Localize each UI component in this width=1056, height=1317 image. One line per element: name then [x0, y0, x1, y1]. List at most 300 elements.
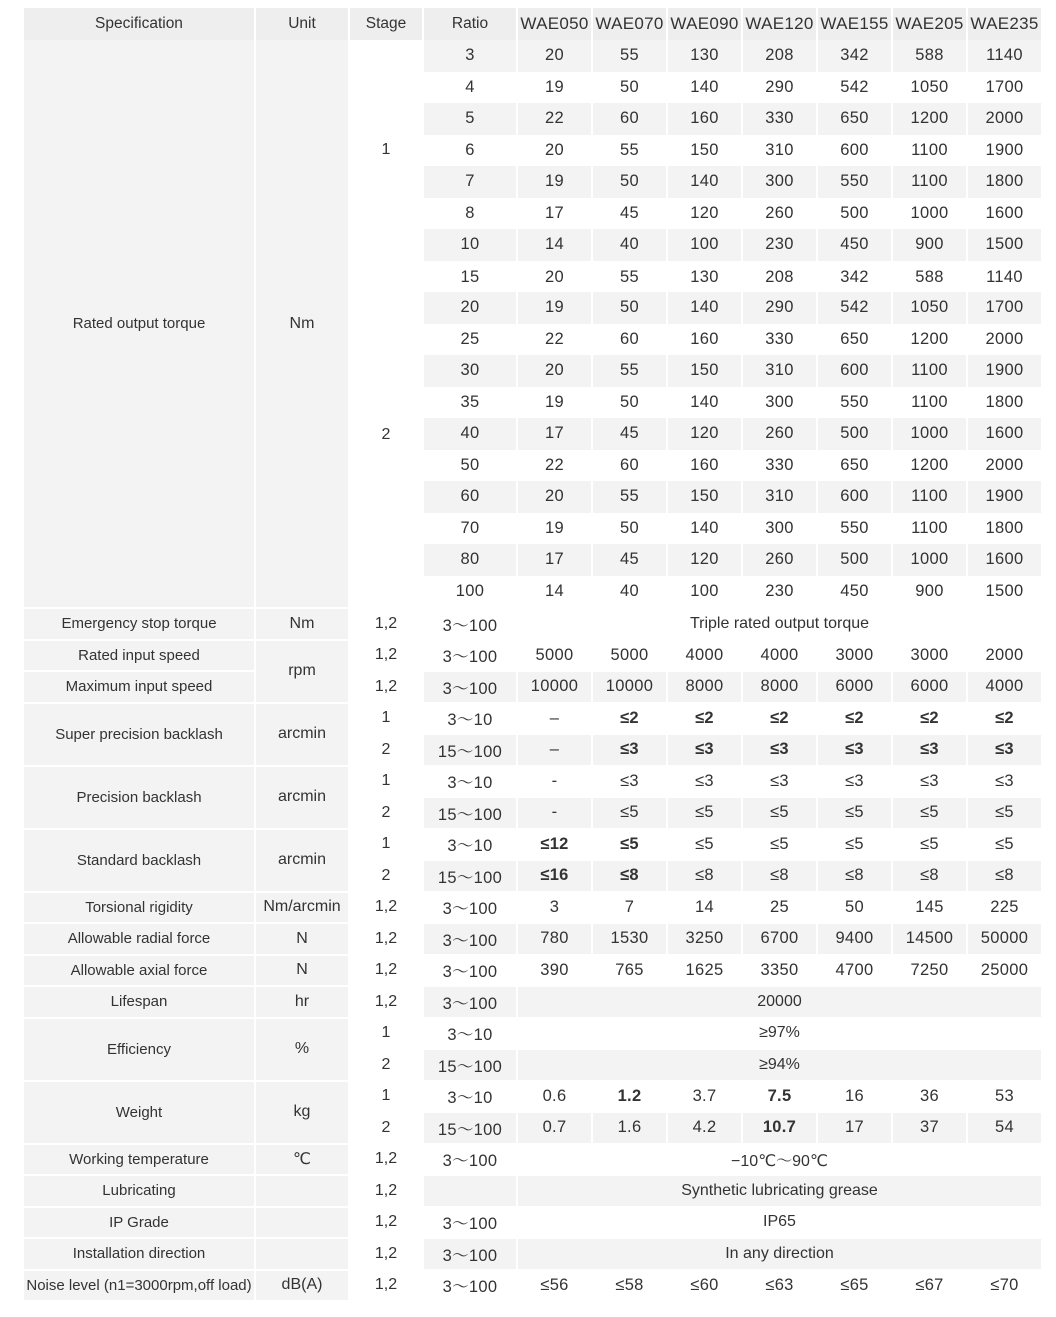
table-row: [24, 1269, 1041, 1301]
merged-value-cell: 20000: [518, 985, 1041, 1017]
stage-cell: 1,2: [350, 1143, 422, 1175]
value-cell: 7250: [893, 954, 966, 986]
value-cell: 1100: [893, 481, 966, 513]
value-cell: ≤5: [668, 796, 741, 828]
value-cell: ≤3: [743, 733, 816, 765]
value-cell: 300: [743, 166, 816, 198]
value-cell: 50: [818, 891, 891, 923]
value-cell: ≤5: [743, 796, 816, 828]
unit-label: rpm: [256, 639, 348, 702]
unit-label: Nm: [256, 40, 348, 607]
value-cell: 500: [818, 544, 891, 576]
stage-cell: 2: [350, 1111, 422, 1143]
ratio-cell: [424, 1174, 516, 1206]
value-cell: ≤3: [593, 765, 666, 797]
ratio-cell: 15～100: [424, 733, 516, 765]
value-cell: ≤2: [968, 702, 1041, 734]
value-cell: 36: [893, 1080, 966, 1112]
value-cell: 230: [743, 576, 816, 608]
value-cell: 0.7: [518, 1111, 591, 1143]
value-cell: 1100: [893, 135, 966, 167]
value-cell: 150: [668, 135, 741, 167]
stage-cell: 1: [350, 702, 422, 734]
ratio-cell: 3～100: [424, 922, 516, 954]
value-cell: 130: [668, 261, 741, 293]
value-cell: 50: [593, 513, 666, 545]
value-cell: 37: [893, 1111, 966, 1143]
spec-label: Rated output torque: [24, 40, 254, 607]
spec-label: Maximum input speed: [24, 670, 254, 702]
value-cell: 14: [518, 229, 591, 261]
stage-cell: 2: [350, 261, 422, 608]
value-cell: 10.7: [743, 1111, 816, 1143]
value-cell: 650: [818, 450, 891, 482]
value-cell: 3.7: [668, 1080, 741, 1112]
value-cell: 330: [743, 450, 816, 482]
value-cell: 650: [818, 324, 891, 356]
spec-label: Standard backlash: [24, 828, 254, 891]
value-cell: 40: [593, 229, 666, 261]
table-row: [24, 765, 1041, 797]
unit-label: %: [256, 1017, 348, 1080]
value-cell: 3: [518, 891, 591, 923]
value-cell: 542: [818, 72, 891, 104]
value-cell: 45: [593, 544, 666, 576]
stage-cell: 2: [350, 796, 422, 828]
value-cell: 650: [818, 103, 891, 135]
unit-label: arcmin: [256, 765, 348, 828]
value-cell: 4000: [743, 639, 816, 671]
value-cell: 55: [593, 135, 666, 167]
stage-cell: 1,2: [350, 670, 422, 702]
value-cell: 310: [743, 355, 816, 387]
value-cell: 7.5: [743, 1080, 816, 1112]
value-cell: 1900: [968, 355, 1041, 387]
value-cell: 1800: [968, 166, 1041, 198]
value-cell: 1100: [893, 166, 966, 198]
value-cell: 140: [668, 387, 741, 419]
value-cell: 1900: [968, 481, 1041, 513]
value-cell: 3000: [818, 639, 891, 671]
value-cell: ≤5: [893, 796, 966, 828]
value-cell: ≤3: [668, 765, 741, 797]
value-cell: 1800: [968, 387, 1041, 419]
unit-label: arcmin: [256, 702, 348, 765]
value-cell: 342: [818, 261, 891, 293]
value-cell: ≤63: [743, 1269, 816, 1301]
stage-cell: 1,2: [350, 1174, 422, 1206]
value-cell: 310: [743, 481, 816, 513]
ratio-cell: 25: [424, 324, 516, 356]
value-cell: 5000: [593, 639, 666, 671]
value-cell: 17: [818, 1111, 891, 1143]
spec-label: Weight: [24, 1080, 254, 1143]
value-cell: 1140: [968, 40, 1041, 72]
value-cell: 3350: [743, 954, 816, 986]
value-cell: 900: [893, 229, 966, 261]
ratio-cell: 3～100: [424, 607, 516, 639]
value-cell: ≤3: [893, 733, 966, 765]
value-cell: 1800: [968, 513, 1041, 545]
stage-cell: 1,2: [350, 639, 422, 671]
value-cell: 20: [518, 481, 591, 513]
value-cell: 50: [593, 166, 666, 198]
stage-cell: 1,2: [350, 1206, 422, 1238]
stage-cell: 1: [350, 1080, 422, 1112]
ratio-cell: 7: [424, 166, 516, 198]
value-cell: 1100: [893, 387, 966, 419]
header-model-wae090: WAE090: [668, 8, 741, 40]
header-model-wae235: WAE235: [968, 8, 1041, 40]
spec-label: Super precision backlash: [24, 702, 254, 765]
value-cell: 50: [593, 387, 666, 419]
value-cell: 19: [518, 72, 591, 104]
value-cell: 900: [893, 576, 966, 608]
value-cell: 19: [518, 166, 591, 198]
spec-label: Rated input speed: [24, 639, 254, 671]
header-ratio: Ratio: [424, 8, 516, 40]
value-cell: 2000: [968, 103, 1041, 135]
table-row: [24, 922, 1041, 954]
value-cell: 450: [818, 576, 891, 608]
value-cell: ≤2: [743, 702, 816, 734]
value-cell: 14500: [893, 922, 966, 954]
value-cell: 2000: [968, 450, 1041, 482]
value-cell: 14: [668, 891, 741, 923]
table-row: [24, 1143, 1041, 1175]
ratio-cell: 15: [424, 261, 516, 293]
value-cell: 542: [818, 292, 891, 324]
header-unit: Unit: [256, 8, 348, 40]
unit-label: ℃: [256, 1143, 348, 1175]
value-cell: –: [518, 702, 591, 734]
value-cell: 6000: [818, 670, 891, 702]
value-cell: 60: [593, 324, 666, 356]
value-cell: 19: [518, 513, 591, 545]
stage-cell: 1,2: [350, 1269, 422, 1301]
unit-label: kg: [256, 1080, 348, 1143]
value-cell: 160: [668, 324, 741, 356]
value-cell: ≤8: [968, 859, 1041, 891]
value-cell: 17: [518, 198, 591, 230]
value-cell: 140: [668, 292, 741, 324]
value-cell: ≤8: [743, 859, 816, 891]
value-cell: ≤5: [668, 828, 741, 860]
value-cell: 9400: [818, 922, 891, 954]
value-cell: 1625: [668, 954, 741, 986]
table-row: [24, 1237, 1041, 1269]
value-cell: ≤2: [668, 702, 741, 734]
ratio-cell: 3～10: [424, 765, 516, 797]
value-cell: 550: [818, 166, 891, 198]
unit-label: [256, 1174, 348, 1206]
spec-label: Allowable axial force: [24, 954, 254, 986]
header-row: [24, 8, 1041, 40]
value-cell: 4700: [818, 954, 891, 986]
spec-label: Emergency stop torque: [24, 607, 254, 639]
value-cell: 40: [593, 576, 666, 608]
value-cell: ≤60: [668, 1269, 741, 1301]
ratio-cell: 15～100: [424, 859, 516, 891]
value-cell: 6000: [893, 670, 966, 702]
value-cell: 765: [593, 954, 666, 986]
value-cell: 1500: [968, 576, 1041, 608]
table-row: [24, 985, 1041, 1017]
value-cell: 8000: [743, 670, 816, 702]
value-cell: ≤3: [593, 733, 666, 765]
value-cell: 1100: [893, 355, 966, 387]
value-cell: ≤2: [593, 702, 666, 734]
table-row: [24, 40, 1041, 72]
value-cell: 55: [593, 261, 666, 293]
table-body: [24, 40, 1041, 1300]
value-cell: 17: [518, 418, 591, 450]
value-cell: 22: [518, 450, 591, 482]
value-cell: 55: [593, 481, 666, 513]
value-cell: 140: [668, 166, 741, 198]
value-cell: 120: [668, 198, 741, 230]
header-model-wae120: WAE120: [743, 8, 816, 40]
merged-value-cell: ≥94%: [518, 1048, 1041, 1080]
unit-label: Nm/arcmin: [256, 891, 348, 923]
value-cell: ≤5: [893, 828, 966, 860]
value-cell: 100: [668, 576, 741, 608]
spec-label: Allowable radial force: [24, 922, 254, 954]
value-cell: ≤3: [968, 765, 1041, 797]
ratio-cell: 3: [424, 40, 516, 72]
value-cell: 19: [518, 387, 591, 419]
ratio-cell: 50: [424, 450, 516, 482]
table-row: [24, 1206, 1041, 1238]
value-cell: 150: [668, 355, 741, 387]
unit-label: hr: [256, 985, 348, 1017]
value-cell: 140: [668, 513, 741, 545]
table-row: [24, 1174, 1041, 1206]
ratio-cell: 3～100: [424, 1269, 516, 1301]
value-cell: 500: [818, 198, 891, 230]
value-cell: 1050: [893, 292, 966, 324]
stage-cell: 1,2: [350, 922, 422, 954]
stage-cell: 1,2: [350, 954, 422, 986]
value-cell: 500: [818, 418, 891, 450]
stage-cell: 2: [350, 859, 422, 891]
ratio-cell: 3～100: [424, 985, 516, 1017]
value-cell: 0.6: [518, 1080, 591, 1112]
value-cell: ≤3: [668, 733, 741, 765]
ratio-cell: 3～10: [424, 1017, 516, 1049]
value-cell: 1.6: [593, 1111, 666, 1143]
value-cell: ≤16: [518, 859, 591, 891]
unit-label: N: [256, 954, 348, 986]
unit-label: [256, 1237, 348, 1269]
spec-label: Working temperature: [24, 1143, 254, 1175]
value-cell: 1200: [893, 103, 966, 135]
value-cell: 260: [743, 544, 816, 576]
header-model-wae205: WAE205: [893, 8, 966, 40]
value-cell: 17: [518, 544, 591, 576]
value-cell: 60: [593, 103, 666, 135]
header-model-wae070: WAE070: [593, 8, 666, 40]
value-cell: 1000: [893, 418, 966, 450]
ratio-cell: 3～100: [424, 1143, 516, 1175]
value-cell: ≤3: [893, 765, 966, 797]
value-cell: 550: [818, 513, 891, 545]
unit-label: dB(A): [256, 1269, 348, 1301]
value-cell: 330: [743, 324, 816, 356]
value-cell: 53: [968, 1080, 1041, 1112]
value-cell: 22: [518, 324, 591, 356]
value-cell: 600: [818, 135, 891, 167]
value-cell: 55: [593, 355, 666, 387]
value-cell: 600: [818, 355, 891, 387]
ratio-cell: 10: [424, 229, 516, 261]
merged-value-cell: Triple rated output torque: [518, 607, 1041, 639]
ratio-cell: 100: [424, 576, 516, 608]
value-cell: 150: [668, 481, 741, 513]
value-cell: 10000: [593, 670, 666, 702]
ratio-cell: 5: [424, 103, 516, 135]
value-cell: ≤8: [593, 859, 666, 891]
spec-label: Lifespan: [24, 985, 254, 1017]
ratio-cell: 3～10: [424, 702, 516, 734]
value-cell: 225: [968, 891, 1041, 923]
value-cell: ≤56: [518, 1269, 591, 1301]
table-row: [24, 1017, 1041, 1049]
ratio-cell: 80: [424, 544, 516, 576]
value-cell: 2000: [968, 324, 1041, 356]
value-cell: 20: [518, 355, 591, 387]
value-cell: 1900: [968, 135, 1041, 167]
value-cell: ≤3: [743, 765, 816, 797]
stage-cell: 1,2: [350, 607, 422, 639]
header-specification: Specification: [24, 8, 254, 40]
merged-value-cell: −10℃～90℃: [518, 1143, 1041, 1175]
value-cell: 600: [818, 481, 891, 513]
ratio-cell: 15～100: [424, 1111, 516, 1143]
value-cell: 60: [593, 450, 666, 482]
table-row: [24, 702, 1041, 734]
value-cell: 260: [743, 198, 816, 230]
value-cell: 1500: [968, 229, 1041, 261]
value-cell: 2000: [968, 639, 1041, 671]
ratio-cell: 35: [424, 387, 516, 419]
stage-cell: 1: [350, 40, 422, 261]
unit-label: [256, 1206, 348, 1238]
value-cell: 55: [593, 40, 666, 72]
ratio-cell: 3～100: [424, 954, 516, 986]
value-cell: 588: [893, 40, 966, 72]
value-cell: ≤3: [818, 733, 891, 765]
value-cell: 300: [743, 387, 816, 419]
spec-label: Installation direction: [24, 1237, 254, 1269]
value-cell: 45: [593, 198, 666, 230]
value-cell: -: [518, 765, 591, 797]
value-cell: 208: [743, 40, 816, 72]
value-cell: 50000: [968, 922, 1041, 954]
value-cell: 8000: [668, 670, 741, 702]
value-cell: 208: [743, 261, 816, 293]
value-cell: 50: [593, 292, 666, 324]
value-cell: 140: [668, 72, 741, 104]
merged-value-cell: In any direction: [518, 1237, 1041, 1269]
value-cell: 25: [743, 891, 816, 923]
value-cell: ≤5: [743, 828, 816, 860]
specification-table: [22, 8, 1043, 1300]
spec-label: IP Grade: [24, 1206, 254, 1238]
header-model-wae155: WAE155: [818, 8, 891, 40]
value-cell: ≤5: [818, 796, 891, 828]
value-cell: 160: [668, 103, 741, 135]
ratio-cell: 15～100: [424, 1048, 516, 1080]
value-cell: 100: [668, 229, 741, 261]
ratio-cell: 3～100: [424, 639, 516, 671]
value-cell: 3250: [668, 922, 741, 954]
table-row: [24, 954, 1041, 986]
value-cell: 300: [743, 513, 816, 545]
stage-cell: 1: [350, 828, 422, 860]
value-cell: ≤3: [818, 765, 891, 797]
value-cell: 1600: [968, 418, 1041, 450]
ratio-cell: 15～100: [424, 796, 516, 828]
ratio-cell: 20: [424, 292, 516, 324]
unit-label: arcmin: [256, 828, 348, 891]
ratio-cell: 8: [424, 198, 516, 230]
value-cell: ≤2: [893, 702, 966, 734]
table-row: [24, 639, 1041, 671]
value-cell: ≤12: [518, 828, 591, 860]
value-cell: ≤58: [593, 1269, 666, 1301]
merged-value-cell: ≥97%: [518, 1017, 1041, 1049]
value-cell: 14: [518, 576, 591, 608]
value-cell: 1600: [968, 198, 1041, 230]
value-cell: 160: [668, 450, 741, 482]
value-cell: 19: [518, 292, 591, 324]
ratio-cell: 3～100: [424, 1237, 516, 1269]
header-model-wae050: WAE050: [518, 8, 591, 40]
value-cell: 120: [668, 418, 741, 450]
value-cell: –: [518, 733, 591, 765]
value-cell: 16: [818, 1080, 891, 1112]
value-cell: ≤5: [968, 828, 1041, 860]
spec-label: Lubricating: [24, 1174, 254, 1206]
spec-label: Precision backlash: [24, 765, 254, 828]
value-cell: 6700: [743, 922, 816, 954]
value-cell: 1530: [593, 922, 666, 954]
value-cell: ≤2: [818, 702, 891, 734]
spec-label: Noise level (n1=3000rpm,off load): [24, 1269, 254, 1301]
ratio-cell: 3～100: [424, 1206, 516, 1238]
value-cell: 4000: [968, 670, 1041, 702]
value-cell: 1000: [893, 198, 966, 230]
value-cell: 5000: [518, 639, 591, 671]
stage-cell: 2: [350, 1048, 422, 1080]
value-cell: 1.2: [593, 1080, 666, 1112]
value-cell: 1200: [893, 324, 966, 356]
value-cell: 1050: [893, 72, 966, 104]
ratio-cell: 70: [424, 513, 516, 545]
value-cell: 450: [818, 229, 891, 261]
value-cell: ≤5: [593, 796, 666, 828]
merged-value-cell: Synthetic lubricating grease: [518, 1174, 1041, 1206]
ratio-cell: 4: [424, 72, 516, 104]
value-cell: ≤8: [668, 859, 741, 891]
value-cell: ≤67: [893, 1269, 966, 1301]
value-cell: 230: [743, 229, 816, 261]
value-cell: ≤3: [968, 733, 1041, 765]
value-cell: 7: [593, 891, 666, 923]
header-stage: Stage: [350, 8, 422, 40]
stage-cell: 1,2: [350, 1237, 422, 1269]
